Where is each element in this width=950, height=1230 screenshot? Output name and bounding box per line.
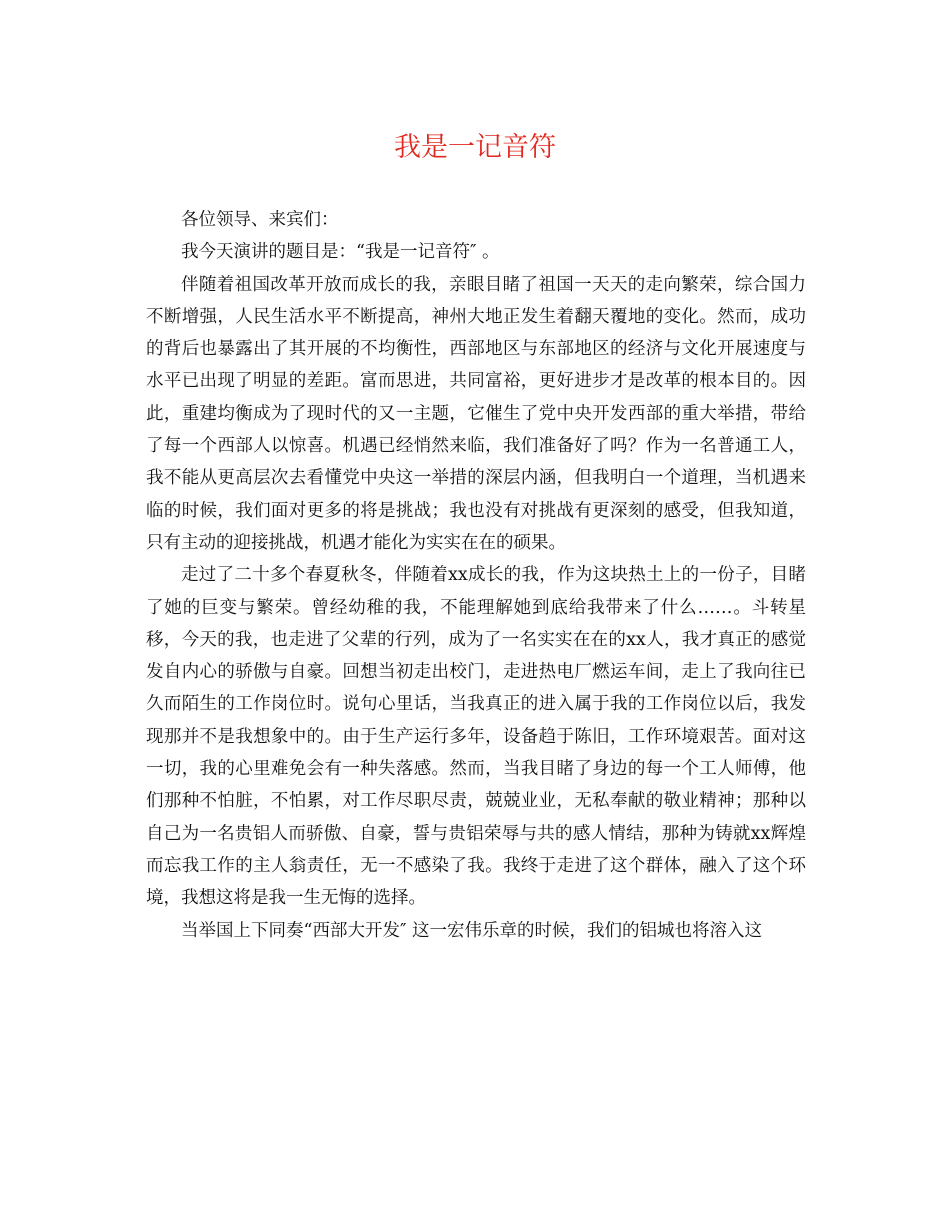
document-body — [146, 204, 806, 947]
topic-paragraph: 我今天演讲的题目是：“我是一记音符″ 。 — [181, 242, 500, 263]
body-paragraph: 当举国上下同奏“西部大开发″ 这一宏伟乐章的时候，我们的铝城也将溶入这 — [181, 920, 763, 941]
body-paragraph: 伴随着祖国改革开放而成长的我，亲眼目睹了祖国一天天的走向繁荣，综合国力不断增强，人民生活水平不断提高，神州大地正发生着翻天覆地的变化。然而，成功的背后也暴露出了其开展的不均衡性，西部地区与东部地区的经济与文化开展速度与水平已出现了明显的差距。富而思进，共同富裕，更好进步才是改革的根本目的。因此，重建均衡成为了现时代的又一主题，它催生了党中央开发西部的重大举措，带给了每一个西部人以惊喜。机遇已经悄然来临，我们准备好了吗？作为一名普通工人，我不能从更高层次去看懂党中央这一举措的深层内涵，但我明白一个道理，当机遇来临的时候，我们面对更多的将是挑战；我也没有对挑战有更深刻的感受，但我知道，只有主动的迎接挑战，机遇才能化为实实在在的硕果。 — [146, 274, 806, 553]
document-title: 我是一记音符 — [394, 132, 556, 163]
body-paragraph: 走过了二十多个春夏秋冬，伴随着xx成长的我，作为这块热土上的一份子，目睹了她的巨变与繁荣。曾经幼稚的我，不能理解她到底给我带来了什么……。斗转星移，今天的我，也走进了父辈的行列，成为了一名实实在在的xx人，我才真正的感觉发自内心的骄傲与自豪。回想当初走出校门，走进热电厂燃运车间，走上了我向往已久而陌生的工作岗位时。说句心里话，当我真正的进入属于我的工作岗位以后，我发现那并不是我想象中的。由于生产运行多年，设备趋于陈旧，工作环境艰苦。面对这一切，我的心里难免会有一种失落感。然而，当我目睹了身边的每一个工人师傅，他们那种不怕脏，不怕累，对工作尽职尽责，兢兢业业，无私奉献的敬业精神；那种以自己为一名贵铝人而骄傲、自豪，誓与贵铝荣辱与共的感人情结，那种为铸就xx辉煌而忘我工作的主人翁责任，无一不感染了我。我终于走进了这个群体，融入了这个环境，我想这将是我一生无悔的选择。 — [146, 565, 806, 909]
greeting-paragraph: 各位领导、来宾们： — [181, 210, 339, 230]
